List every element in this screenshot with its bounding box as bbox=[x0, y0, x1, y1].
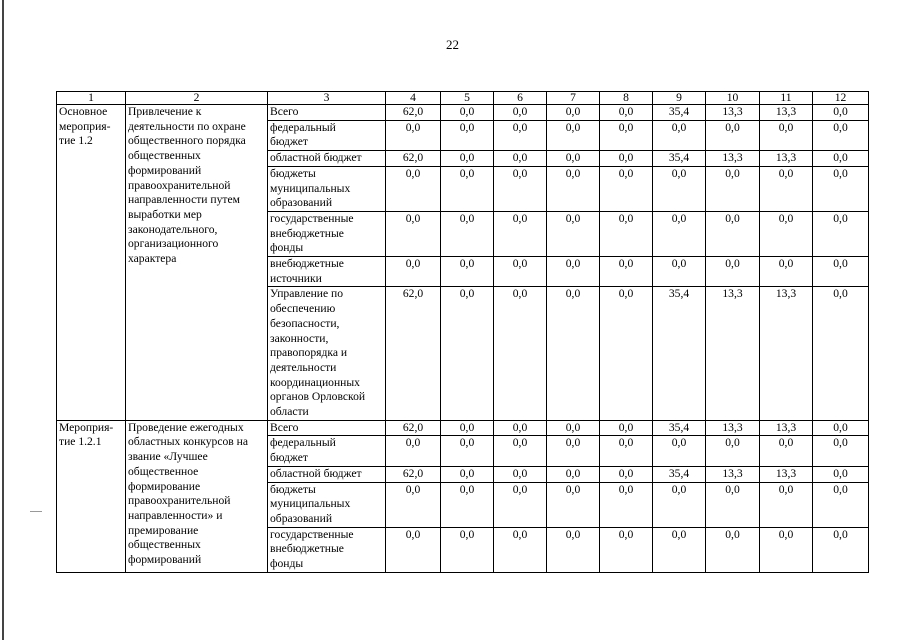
value-cell: 0,0 bbox=[813, 527, 869, 572]
funding-source-line: бюджеты bbox=[270, 482, 316, 496]
value-cell: 0,0 bbox=[386, 482, 441, 527]
column-number-1: 1 bbox=[57, 92, 126, 105]
column-number-11: 11 bbox=[760, 92, 813, 105]
value-cell: 0,0 bbox=[441, 527, 494, 572]
value-cell: 0,0 bbox=[813, 151, 869, 167]
value-cell: 0,0 bbox=[653, 211, 706, 256]
value-cell: 13,3 bbox=[760, 420, 813, 436]
value-cell: 0,0 bbox=[547, 105, 600, 121]
funding-source-cell bbox=[268, 151, 386, 167]
measure-code-cell bbox=[57, 105, 126, 421]
column-number-9: 9 bbox=[653, 92, 706, 105]
measure-title-line: направленности» и bbox=[128, 508, 223, 522]
value-cell: 0,0 bbox=[600, 105, 653, 121]
measure-code-line: тие 1.2.1 bbox=[59, 435, 102, 449]
measure-title-line: формирований bbox=[128, 553, 202, 567]
funding-source-line: правопорядка и bbox=[270, 346, 348, 360]
value-cell: 13,3 bbox=[760, 466, 813, 482]
value-cell: 13,3 bbox=[706, 105, 760, 121]
value-cell: 0,0 bbox=[600, 420, 653, 436]
funding-source-line: Всего bbox=[270, 420, 299, 434]
column-number-2: 2 bbox=[126, 92, 268, 105]
value-cell: 0,0 bbox=[441, 466, 494, 482]
measure-title-line: Привлечение к bbox=[128, 105, 202, 118]
measure-title-line: правоохранительной bbox=[128, 178, 231, 192]
value-cell: 13,3 bbox=[706, 466, 760, 482]
measure-title-line: организационного bbox=[128, 237, 219, 251]
value-cell: 0,0 bbox=[653, 120, 706, 150]
funding-source-line: области bbox=[270, 405, 309, 419]
value-cell: 0,0 bbox=[386, 527, 441, 572]
value-cell: 0,0 bbox=[813, 466, 869, 482]
value-cell: 0,0 bbox=[441, 211, 494, 256]
funding-source-line: бюджеты bbox=[270, 166, 316, 180]
value-cell: 0,0 bbox=[494, 257, 547, 287]
measure-title-line: общественное bbox=[128, 464, 199, 478]
funding-source-line: Управление по bbox=[270, 287, 344, 301]
value-cell: 0,0 bbox=[494, 105, 547, 121]
value-cell: 0,0 bbox=[386, 120, 441, 150]
value-cell: 0,0 bbox=[494, 420, 547, 436]
funding-source-line: фонды bbox=[270, 557, 304, 571]
funding-source-line: областной бюджет bbox=[270, 151, 362, 165]
funding-source-cell bbox=[268, 436, 386, 466]
value-cell: 0,0 bbox=[547, 151, 600, 167]
value-cell: 35,4 bbox=[653, 151, 706, 167]
value-cell: 0,0 bbox=[547, 436, 600, 466]
value-cell: 0,0 bbox=[600, 120, 653, 150]
value-cell: 0,0 bbox=[813, 420, 869, 436]
table-row bbox=[57, 105, 869, 121]
page-left-edge-rule bbox=[2, 0, 4, 640]
value-cell: 0,0 bbox=[600, 482, 653, 527]
funding-source-line: законности, bbox=[270, 331, 329, 345]
measure-title-line: направленности путем bbox=[128, 193, 240, 207]
value-cell: 0,0 bbox=[653, 257, 706, 287]
value-cell: 0,0 bbox=[600, 257, 653, 287]
value-cell: 0,0 bbox=[494, 436, 547, 466]
value-cell: 0,0 bbox=[547, 482, 600, 527]
column-number-10: 10 bbox=[706, 92, 760, 105]
value-cell: 0,0 bbox=[813, 166, 869, 211]
value-cell: 0,0 bbox=[653, 436, 706, 466]
value-cell: 13,3 bbox=[706, 420, 760, 436]
measure-title-line: правоохранительной bbox=[128, 494, 231, 508]
funding-source-line: деятельности bbox=[270, 360, 337, 374]
value-cell: 0,0 bbox=[760, 211, 813, 256]
value-cell: 0,0 bbox=[386, 211, 441, 256]
value-cell: 0,0 bbox=[760, 166, 813, 211]
value-cell: 13,3 bbox=[760, 151, 813, 167]
value-cell: 62,0 bbox=[386, 420, 441, 436]
value-cell: 0,0 bbox=[494, 287, 547, 420]
funding-source-cell bbox=[268, 257, 386, 287]
value-cell: 0,0 bbox=[813, 211, 869, 256]
column-number-6: 6 bbox=[494, 92, 547, 105]
value-cell: 0,0 bbox=[706, 166, 760, 211]
value-cell: 0,0 bbox=[813, 120, 869, 150]
value-cell: 0,0 bbox=[706, 211, 760, 256]
measure-title-line: характера bbox=[128, 252, 177, 266]
value-cell: 0,0 bbox=[494, 120, 547, 150]
value-cell: 0,0 bbox=[600, 527, 653, 572]
value-cell: 0,0 bbox=[547, 166, 600, 211]
funding-source-line: бюджет bbox=[270, 135, 308, 149]
value-cell: 0,0 bbox=[547, 211, 600, 256]
value-cell: 0,0 bbox=[547, 287, 600, 420]
table-body bbox=[57, 92, 869, 573]
value-cell: 0,0 bbox=[600, 211, 653, 256]
value-cell: 0,0 bbox=[706, 527, 760, 572]
value-cell: 0,0 bbox=[760, 257, 813, 287]
value-cell: 0,0 bbox=[386, 257, 441, 287]
value-cell: 0,0 bbox=[441, 420, 494, 436]
measure-title-line: общественных bbox=[128, 538, 201, 552]
value-cell: 62,0 bbox=[386, 466, 441, 482]
value-cell: 0,0 bbox=[653, 482, 706, 527]
funding-source-line: Всего bbox=[270, 105, 299, 118]
measure-title-line: формирование bbox=[128, 479, 201, 493]
funding-source-line: источники bbox=[270, 271, 322, 285]
value-cell: 13,3 bbox=[760, 105, 813, 121]
value-cell: 0,0 bbox=[494, 166, 547, 211]
value-cell: 0,0 bbox=[494, 482, 547, 527]
measure-title-line: формирований bbox=[128, 163, 202, 177]
measure-code-line: мероприя- bbox=[59, 119, 111, 133]
value-cell: 0,0 bbox=[760, 482, 813, 527]
value-cell: 0,0 bbox=[706, 257, 760, 287]
value-cell: 0,0 bbox=[441, 166, 494, 211]
funding-source-cell bbox=[268, 287, 386, 420]
value-cell: 0,0 bbox=[653, 527, 706, 572]
measure-title-cell bbox=[126, 105, 268, 421]
header-row bbox=[57, 92, 869, 105]
value-cell: 0,0 bbox=[760, 527, 813, 572]
measure-title-line: звание «Лучшее bbox=[128, 450, 208, 464]
value-cell: 0,0 bbox=[653, 166, 706, 211]
funding-source-line: безопасности, bbox=[270, 316, 340, 330]
funding-source-line: внебюджетные bbox=[270, 257, 344, 271]
value-cell: 0,0 bbox=[494, 151, 547, 167]
measure-code-line: Мероприя- bbox=[59, 420, 114, 434]
value-cell: 0,0 bbox=[600, 466, 653, 482]
value-cell: 0,0 bbox=[813, 287, 869, 420]
funding-source-line: государственные bbox=[270, 211, 354, 225]
funding-source-cell bbox=[268, 120, 386, 150]
measure-title-cell bbox=[126, 420, 268, 572]
funding-source-cell bbox=[268, 105, 386, 121]
budget-table bbox=[56, 91, 869, 573]
value-cell: 0,0 bbox=[600, 287, 653, 420]
column-number-5: 5 bbox=[441, 92, 494, 105]
value-cell: 0,0 bbox=[441, 436, 494, 466]
funding-source-line: органов Орловской bbox=[270, 390, 366, 404]
value-cell: 0,0 bbox=[600, 166, 653, 211]
funding-source-line: образований bbox=[270, 196, 333, 210]
measure-title-line: премирование bbox=[128, 523, 199, 537]
value-cell: 0,0 bbox=[441, 257, 494, 287]
value-cell: 62,0 bbox=[386, 287, 441, 420]
measure-title-line: выработки мер bbox=[128, 207, 202, 221]
funding-source-line: муниципальных bbox=[270, 181, 351, 195]
column-number-4: 4 bbox=[386, 92, 441, 105]
value-cell: 0,0 bbox=[600, 436, 653, 466]
funding-source-line: областной бюджет bbox=[270, 466, 362, 480]
column-number-7: 7 bbox=[547, 92, 600, 105]
value-cell: 0,0 bbox=[441, 105, 494, 121]
column-number-8: 8 bbox=[600, 92, 653, 105]
value-cell: 0,0 bbox=[547, 466, 600, 482]
funding-source-cell bbox=[268, 420, 386, 436]
value-cell: 0,0 bbox=[441, 120, 494, 150]
funding-source-line: образований bbox=[270, 511, 333, 525]
value-cell: 62,0 bbox=[386, 151, 441, 167]
funding-source-line: внебюджетные bbox=[270, 542, 344, 556]
funding-source-line: внебюджетные bbox=[270, 226, 344, 240]
measure-title-line: общественных bbox=[128, 149, 201, 163]
value-cell: 35,4 bbox=[653, 105, 706, 121]
funding-source-cell bbox=[268, 211, 386, 256]
measure-title-line: Проведение ежегодных bbox=[128, 420, 244, 434]
value-cell: 62,0 bbox=[386, 105, 441, 121]
value-cell: 35,4 bbox=[653, 466, 706, 482]
value-cell: 0,0 bbox=[706, 436, 760, 466]
funding-source-cell bbox=[268, 527, 386, 572]
value-cell: 13,3 bbox=[760, 287, 813, 420]
column-number-3: 3 bbox=[268, 92, 386, 105]
measure-code-cell bbox=[57, 420, 126, 572]
measure-code-line: Основное bbox=[59, 105, 108, 118]
funding-source-cell bbox=[268, 482, 386, 527]
funding-source-line: бюджет bbox=[270, 451, 308, 465]
measure-title-line: общественного порядка bbox=[128, 134, 246, 148]
value-cell: 0,0 bbox=[547, 420, 600, 436]
funding-source-line: обеспечению bbox=[270, 302, 336, 316]
funding-source-line: федеральный bbox=[270, 436, 336, 450]
value-cell: 0,0 bbox=[494, 466, 547, 482]
column-number-12: 12 bbox=[813, 92, 869, 105]
value-cell: 0,0 bbox=[600, 151, 653, 167]
value-cell: 0,0 bbox=[441, 151, 494, 167]
funding-source-cell bbox=[268, 466, 386, 482]
measure-code-line: тие 1.2 bbox=[59, 134, 93, 148]
value-cell: 0,0 bbox=[441, 482, 494, 527]
value-cell: 0,0 bbox=[706, 482, 760, 527]
table-row bbox=[57, 420, 869, 436]
funding-source-line: координационных bbox=[270, 375, 360, 389]
page-number: 22 bbox=[446, 37, 459, 52]
value-cell: 0,0 bbox=[547, 527, 600, 572]
value-cell: 13,3 bbox=[706, 287, 760, 420]
value-cell: 0,0 bbox=[386, 436, 441, 466]
margin-dash-mark bbox=[30, 511, 42, 512]
value-cell: 0,0 bbox=[441, 287, 494, 420]
value-cell: 0,0 bbox=[813, 105, 869, 121]
funding-source-line: муниципальных bbox=[270, 497, 351, 511]
value-cell: 0,0 bbox=[547, 257, 600, 287]
funding-source-line: фонды bbox=[270, 241, 304, 255]
value-cell: 0,0 bbox=[760, 120, 813, 150]
value-cell: 0,0 bbox=[706, 120, 760, 150]
measure-title-line: законодательного, bbox=[128, 222, 218, 236]
value-cell: 0,0 bbox=[813, 257, 869, 287]
measure-title-line: областных конкурсов на bbox=[128, 435, 249, 449]
value-cell: 13,3 bbox=[706, 151, 760, 167]
value-cell: 35,4 bbox=[653, 287, 706, 420]
funding-source-cell bbox=[268, 166, 386, 211]
value-cell: 0,0 bbox=[547, 120, 600, 150]
value-cell: 0,0 bbox=[494, 527, 547, 572]
value-cell: 0,0 bbox=[494, 211, 547, 256]
value-cell: 0,0 bbox=[813, 482, 869, 527]
funding-source-line: государственные bbox=[270, 527, 354, 541]
value-cell: 0,0 bbox=[760, 436, 813, 466]
value-cell: 35,4 bbox=[653, 420, 706, 436]
measure-title-line: деятельности по охране bbox=[128, 119, 246, 133]
value-cell: 0,0 bbox=[813, 436, 869, 466]
value-cell: 0,0 bbox=[386, 166, 441, 211]
funding-source-line: федеральный bbox=[270, 120, 336, 134]
